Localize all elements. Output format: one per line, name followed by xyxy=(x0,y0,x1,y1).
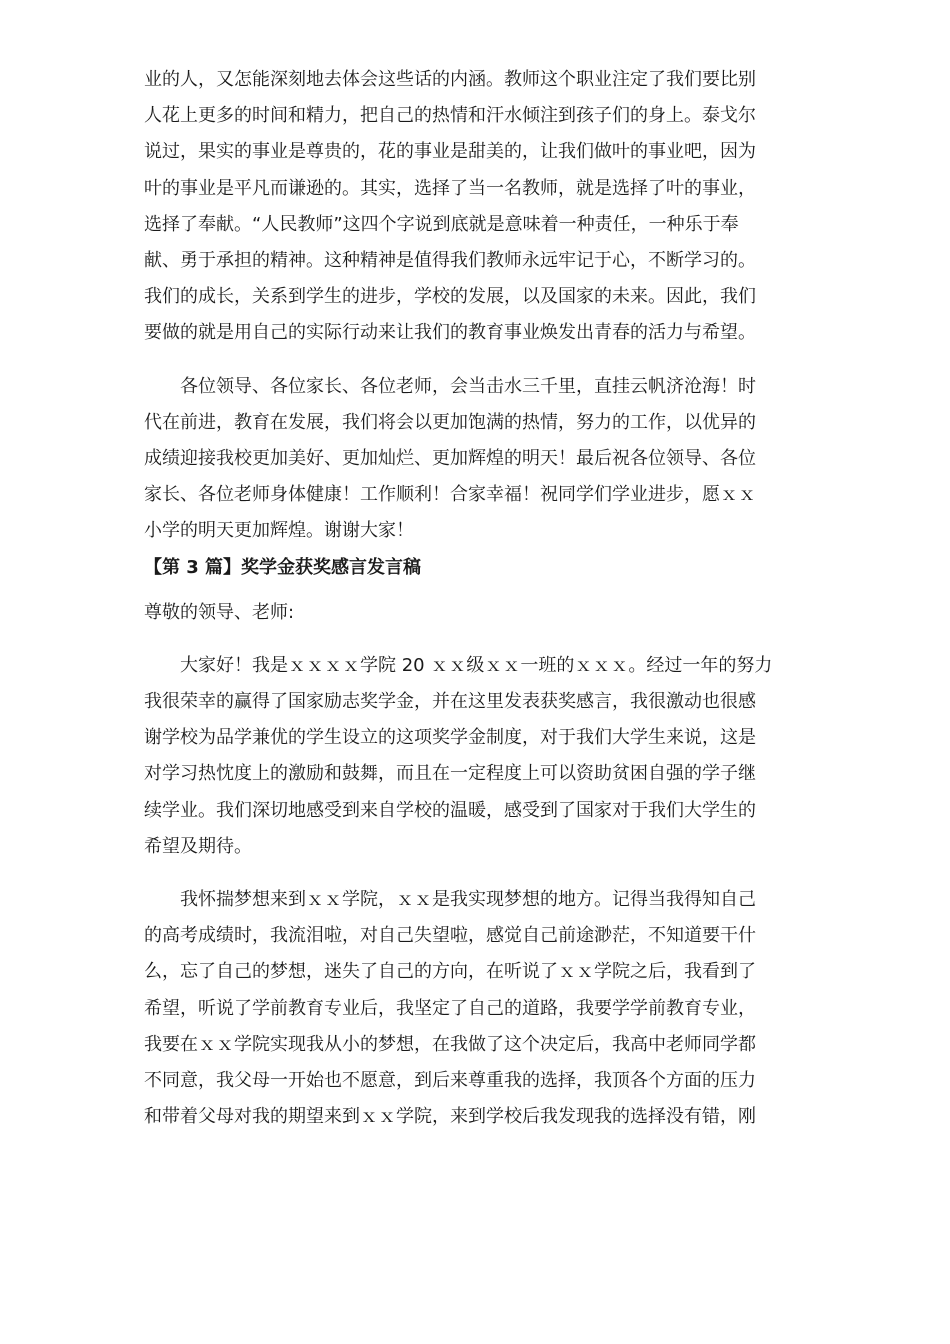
text-line: 献、勇于承担的精神。这种精神是值得我们教师永远牢记于心，不断学习的。 xyxy=(144,250,756,272)
text-line: 各位领导、各位家长、各位老师，会当击水三千里，直挂云帆济沧海！时 xyxy=(180,375,756,397)
text-line: 希望及期待。 xyxy=(144,835,252,857)
text-line: 续学业。我们深切地感受到来自学校的温暖，感受到了国家对于我们大学生的 xyxy=(144,799,756,821)
text-line: 人花上更多的时间和精力，把自己的热情和汗水倾注到孩子们的身上。泰戈尔 xyxy=(144,105,756,127)
text-line: 业的人，又怎能深刻地去体会这些话的内涵。教师这个职业注定了我们要比别 xyxy=(144,69,756,90)
section-heading: 【第 3 篇】奖学金获奖感言发言稿 xyxy=(144,556,422,578)
text-line: 和带着父母对我的期望来到ｘｘ学院，来到学校后我发现我的选择没有错，刚 xyxy=(144,1106,756,1128)
paragraph-scholarship-thanks xyxy=(144,648,808,865)
text-line: 我们的成长，关系到学生的进步，学校的发展，以及国家的未来。因此，我们 xyxy=(144,286,756,308)
text-line: 谢学校为品学兼优的学生设立的这项奖学金制度，对于我们大学生来说，这是 xyxy=(144,727,756,749)
text-line: 不同意，我父母一开始也不愿意，到后来尊重我的选择，我顶各个方面的压力 xyxy=(144,1070,756,1092)
text-line: 我要在ｘｘ学院实现我从小的梦想，在我做了这个决定后，我高中老师同学都 xyxy=(144,1033,756,1055)
text-line: 希望，听说了学前教育专业后，我坚定了自己的道路，我要学学前教育专业， xyxy=(144,997,756,1019)
salutation xyxy=(144,595,808,631)
text-line: 对学习热忱度上的激励和鼓舞，而且在一定程度上可以资助贫困自强的学子继 xyxy=(144,763,756,785)
paragraph-teacher-duty xyxy=(144,62,808,352)
text-line: 叶的事业是平凡而谦逊的。其实，选择了当一名教师，就是选择了叶的事业， xyxy=(144,177,756,199)
document-page xyxy=(144,62,808,1135)
text-line: 我很荣幸的赢得了国家励志奖学金，并在这里发表获奖感言，我很激动也很感 xyxy=(144,691,756,713)
text-line: 尊敬的领导、老师: xyxy=(144,601,295,623)
text-line: 要做的就是用自己的实际行动来让我们的教育事业焕发出青春的活力与希望。 xyxy=(144,322,756,344)
text-line: 的高考成绩时，我流泪啦，对自己失望啦，感觉自己前途渺茫，不知道要干什 xyxy=(144,925,756,947)
paragraph-dream xyxy=(144,882,808,1135)
paragraph-closing-wishes xyxy=(144,369,808,550)
text-line: 小学的明天更加辉煌。谢谢大家！ xyxy=(144,520,414,542)
text-line: 选择了奉献。“人民教师”这四个字说到底就是意味着一种责任，一种乐于奉 xyxy=(144,213,739,235)
text-line: 么，忘了自己的梦想，迷失了自己的方向，在听说了ｘｘ学院之后，我看到了 xyxy=(144,961,756,983)
text-line: 成绩迎接我校更加美好、更加灿烂、更加辉煌的明天！最后祝各位领导、各位 xyxy=(144,448,756,470)
text-line: 家长、各位老师身体健康！工作顺利！合家幸福！祝同学们学业进步，愿ｘｘ xyxy=(144,484,756,506)
text-line: 大家好！我是ｘｘｘｘ学院 20 ｘｘ级ｘｘ一班的ｘｘｘ。经过一年的努力 xyxy=(180,654,773,676)
text-line: 说过，果实的事业是尊贵的，花的事业是甜美的，让我们做叶的事业吧，因为 xyxy=(144,141,756,163)
text-line: 我怀揣梦想来到ｘｘ学院，ｘｘ是我实现梦想的地方。记得当我得知自己 xyxy=(180,889,756,911)
text-line: 代在前进，教育在发展，我们将会以更加饱满的热情，努力的工作，以优异的 xyxy=(144,411,756,433)
